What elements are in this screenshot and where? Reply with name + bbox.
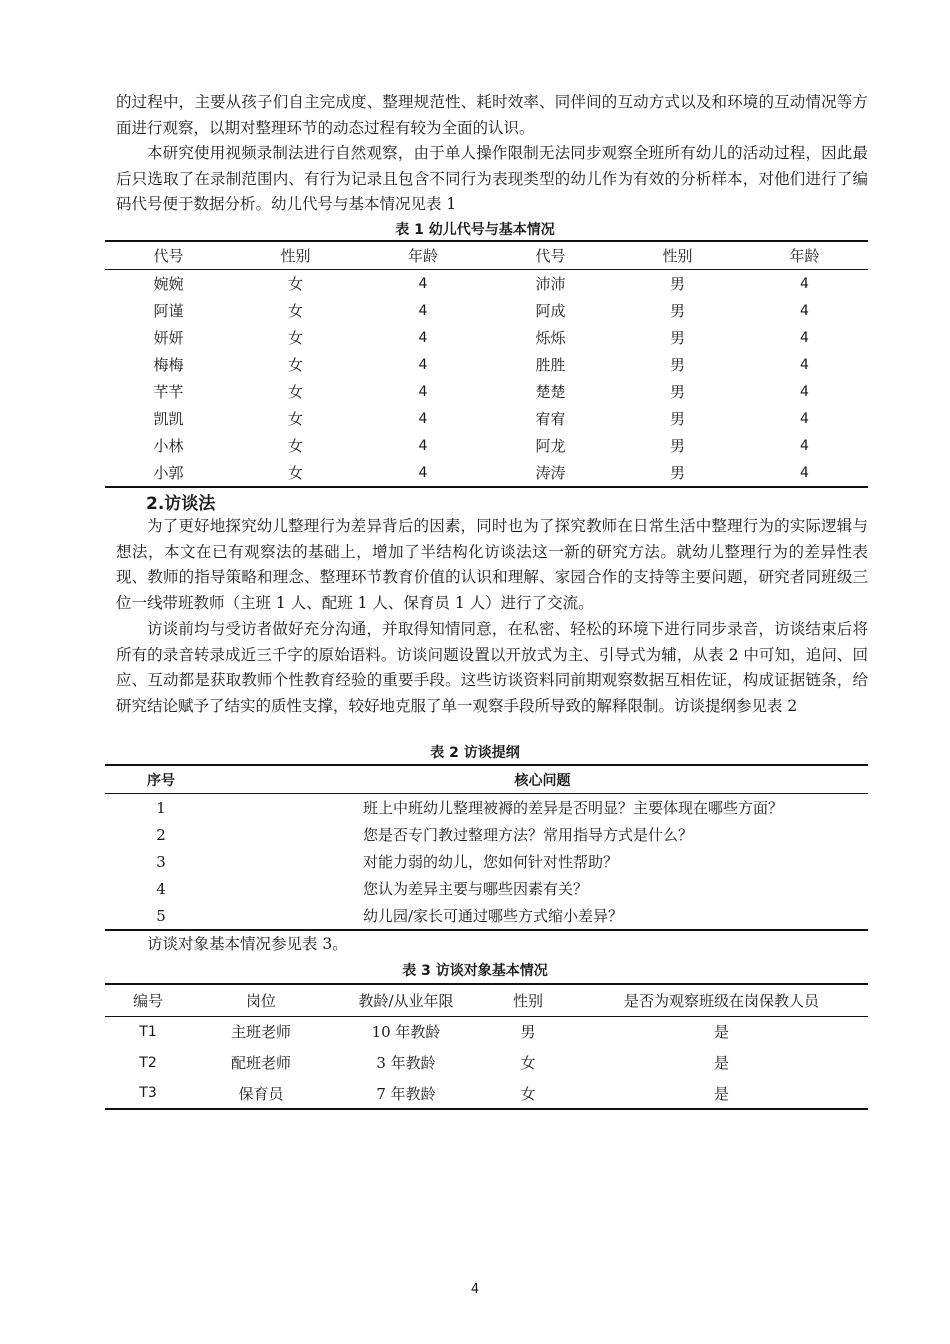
table-cell: 4 <box>418 302 428 319</box>
table-cell: 女 <box>287 356 303 374</box>
table-cell: 涛涛 <box>535 464 566 482</box>
table-cell: 妍妍 <box>153 329 184 347</box>
table3-header-cell: 性别 <box>512 991 543 1010</box>
table-cell: 男 <box>669 275 685 293</box>
paragraph-interview-purpose: 为了更好地探究幼儿整理行为差异背后的因素，同时也为了探究教师在日常生活中整理行为的实际逻辑与想法，本文在已有观察法的基础上，增加了半结构化访谈法这一新的研究方法。就幼儿整理行为的差异性表现、教师的指导策略和理念、整理环节教育价值的认识和理解、家园合作的支持等主要问题，研究者同班级三位一线带班教师（主班 1 人、配班 1 人、保育员 1 人）进行了交流。 <box>116 517 868 612</box>
table-cell: 小郭 <box>153 464 184 482</box>
table-cell: 4 <box>418 437 428 454</box>
table-cell: 楚楚 <box>535 383 566 401</box>
table-row <box>105 1078 868 1109</box>
table-row <box>105 270 868 298</box>
table-cell: 4 <box>418 329 428 346</box>
table-cell: 您是否专门教过整理方法？常用指导方式是什么？ <box>363 826 694 844</box>
table1-header-row <box>105 241 868 270</box>
paragraph-intro: 的过程中，主要从孩子们自主完成度、整理规范性、耗时效率、同伴间的互动方式以及和环境的互动情况等方面进行观察，以期对整理环节的动态过程有较为全面的认识。 <box>116 93 868 137</box>
table-cell: 1 <box>156 798 166 817</box>
table-cell: 男 <box>669 464 685 482</box>
table-cell: 女 <box>287 464 303 482</box>
table-cell: 芊芊 <box>153 383 184 401</box>
table3-header-cell: 岗位 <box>245 991 276 1010</box>
table-cell: 男 <box>669 383 685 401</box>
table-row <box>105 351 868 378</box>
table-cell: 3 年教龄 <box>376 1054 436 1072</box>
table-cell: 10 年教龄 <box>371 1023 441 1042</box>
table-cell: 是 <box>713 1023 729 1042</box>
table-cell: 4 <box>800 410 809 427</box>
table-cell: 是 <box>713 1084 729 1103</box>
table-row <box>105 405 868 432</box>
table-cell: 班上中班幼儿整理被褥的差异是否明显？主要体现在哪些方面？ <box>363 799 784 817</box>
paragraph-table3-ref: 访谈对象基本情况参见表 3。 <box>147 935 348 953</box>
table-cell: 4 <box>800 356 809 373</box>
table2-header-cell: 核心问题 <box>514 772 571 789</box>
table1-children-info <box>105 240 868 488</box>
table-cell: 主班老师 <box>230 1023 291 1042</box>
table-cell: 男 <box>669 437 685 455</box>
table-row <box>105 432 868 459</box>
table1-header-cell: 代号 <box>153 247 184 265</box>
table-row <box>105 902 868 930</box>
table-cell: 男 <box>669 329 685 347</box>
table-cell: 4 <box>800 437 809 454</box>
table-cell: 女 <box>520 1084 536 1103</box>
table-cell: 配班老师 <box>230 1054 291 1072</box>
table-cell: 2 <box>156 825 166 844</box>
table-cell: T2 <box>139 1054 157 1071</box>
table-cell: 阿成 <box>535 302 566 320</box>
table-row <box>105 794 868 822</box>
paragraph-interview-process: 访谈前均与受访者做好充分沟通，并取得知情同意，在私密、轻松的环境下进行同步录音，访谈结束后将所有的录音转录成近三千字的原始语料。访谈问题设置以开放式为主、引导式为辅，从表 2 中可知，追问、回应、互动都是获取教师个性教育经验的重要手段。这些访谈资料同前期观察数据互相佐证，构成证据链条，给研究结论赋予了结实的质性支撑，较好地克服了单一观察手段所导致的解释限制。访谈提纲参见表 2 <box>116 620 868 715</box>
table2-caption: 表 2 访谈提纲 <box>430 745 520 761</box>
table-cell: T3 <box>139 1085 157 1101</box>
table-cell: 男 <box>669 302 685 320</box>
table-cell: 4 <box>800 302 809 319</box>
paragraph-video-method: 本研究使用视频录制法进行自然观察，由于单人操作限制无法同步观察全班所有幼儿的活动过程，因此最后只选取了在录制范围内、有行为记录且包含不同行为表现类型的幼儿作为有效的分析样本，对他们进行了编码代号便于数据分析。幼儿代号与基本情况见表 1 <box>116 144 868 214</box>
table2-interview-outline <box>105 764 868 931</box>
table-cell: 女 <box>287 410 303 428</box>
table-cell: 4 <box>418 356 428 373</box>
table-cell: 阿谨 <box>153 302 184 320</box>
table-row <box>105 1016 868 1047</box>
page-number: 4 <box>470 1282 480 1297</box>
table1-header-cell: 年龄 <box>407 247 438 265</box>
table-row <box>105 848 868 875</box>
table-cell: 女 <box>287 383 303 401</box>
table-cell: 4 <box>156 879 166 898</box>
table-cell: 7 年教龄 <box>376 1084 436 1103</box>
table-row <box>105 459 868 487</box>
table-cell: 4 <box>800 275 809 292</box>
table-row <box>105 821 868 848</box>
section-heading-interview: 2.访谈法 <box>146 494 216 514</box>
table-cell: 女 <box>287 275 303 293</box>
table-cell: 胜胜 <box>535 356 566 374</box>
table-cell: 4 <box>418 410 428 427</box>
table1-caption: 表 1 幼儿代号与基本情况 <box>395 222 555 238</box>
table3-header-cell: 是否为观察班级在岗保教人员 <box>623 991 819 1010</box>
table-cell: 4 <box>800 464 809 481</box>
table-row <box>105 875 868 902</box>
table-cell: 男 <box>669 410 685 428</box>
table-row <box>105 1047 868 1078</box>
table-cell: 烁烁 <box>535 329 566 347</box>
table-cell: 4 <box>418 383 428 400</box>
table3-header-row <box>105 984 868 1016</box>
table-cell: 幼儿园/家长可通过哪些方式缩小差异？ <box>363 907 624 925</box>
table-cell: 宥宥 <box>535 410 566 428</box>
table-cell: 4 <box>800 383 809 400</box>
table-cell: 5 <box>156 906 166 925</box>
table-cell: 是 <box>713 1054 729 1072</box>
table2-header-row <box>105 765 868 794</box>
table1-header-cell: 性别 <box>662 247 693 265</box>
table-cell: 女 <box>287 437 303 455</box>
table-row <box>105 378 868 405</box>
table-cell: 对能力弱的幼儿，您如何针对性帮助？ <box>363 853 619 871</box>
table-cell: 女 <box>287 329 303 347</box>
table-cell: 男 <box>520 1023 536 1042</box>
table-cell: 婉婉 <box>153 275 184 293</box>
table-cell: 小林 <box>153 437 184 455</box>
table-cell: 您认为差异主要与哪些因素有关？ <box>363 880 589 898</box>
table3-header-cell: 编号 <box>132 991 163 1010</box>
table1-header-cell: 年龄 <box>789 247 820 265</box>
table-cell: 4 <box>418 275 428 292</box>
table-row <box>105 297 868 324</box>
table-cell: 阿龙 <box>535 437 566 455</box>
table-cell: 男 <box>669 356 685 374</box>
table-cell: 凯凯 <box>153 410 184 428</box>
table3-interviewee-info <box>105 983 868 1110</box>
table-cell: 女 <box>287 302 303 320</box>
table2-header-cell: 序号 <box>147 772 175 789</box>
table-row <box>105 324 868 351</box>
table1-header-cell: 性别 <box>280 247 311 265</box>
table-cell: T1 <box>139 1023 157 1040</box>
table1-header-cell: 代号 <box>535 247 566 265</box>
table-cell: 4 <box>800 329 809 346</box>
table3-caption: 表 3 访谈对象基本情况 <box>402 963 548 979</box>
table-cell: 沛沛 <box>535 275 566 293</box>
table-cell: 女 <box>520 1054 536 1072</box>
table-cell: 3 <box>156 852 166 871</box>
table-cell: 4 <box>418 464 428 481</box>
table-cell: 梅梅 <box>153 356 184 374</box>
table3-header-cell: 教龄/从业年限 <box>358 991 454 1010</box>
table-cell: 保育员 <box>238 1084 284 1103</box>
